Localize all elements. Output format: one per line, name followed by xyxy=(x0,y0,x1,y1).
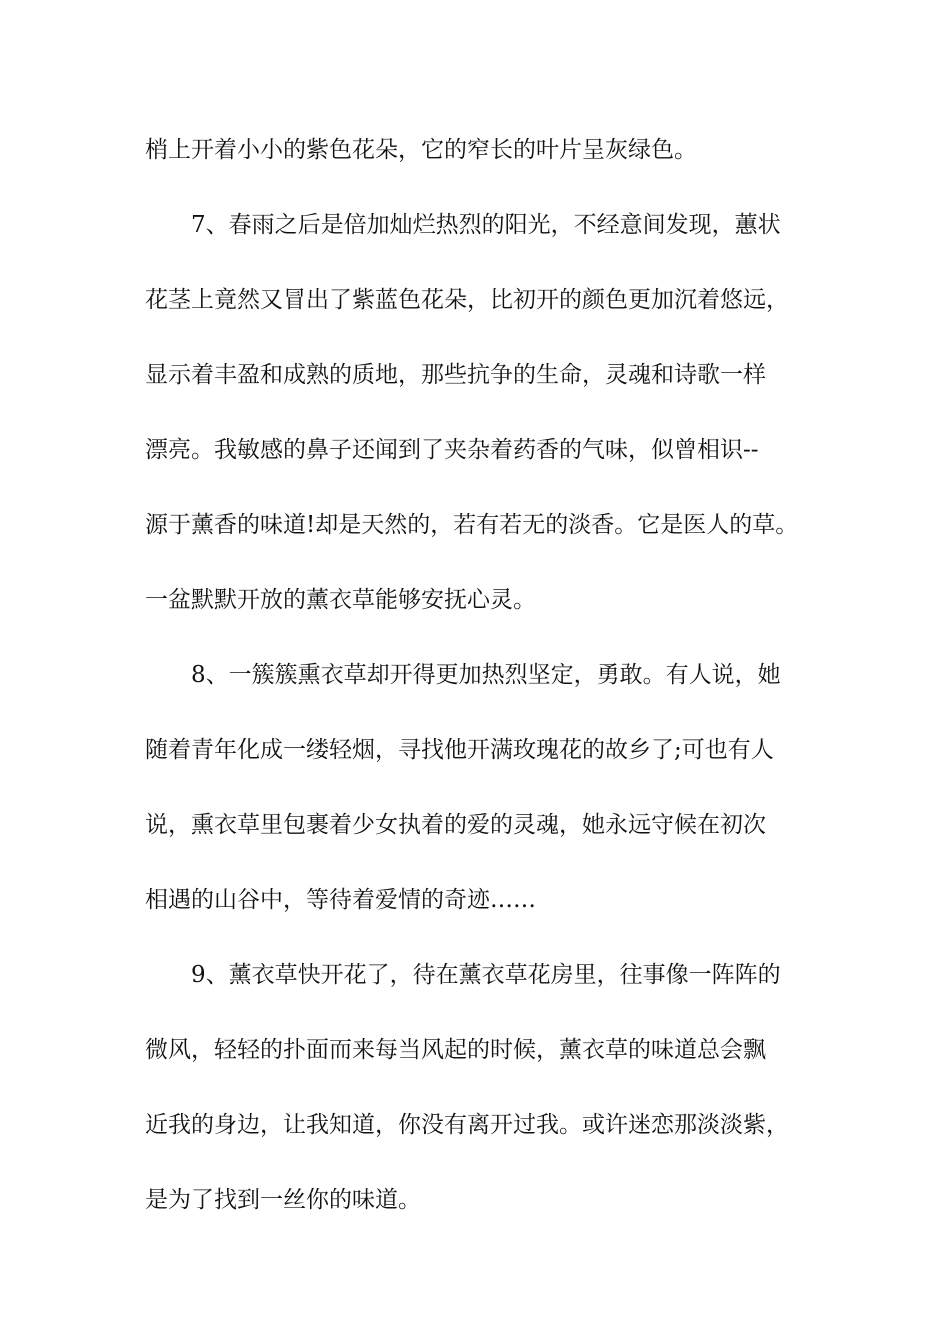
text-line: 梢上开着小小的紫色花朵，它的窄长的叶片呈灰绿色。 xyxy=(145,137,697,163)
text-line: 是为了找到一丝你的味道。 xyxy=(145,1187,421,1213)
text-line: 花茎上竟然又冒出了紫蓝色花朵，比初开的颜色更加沉着悠远， xyxy=(145,287,789,313)
text-line: 源于薰香的味道!却是天然的，若有若无的淡香。它是医人的草。 xyxy=(145,512,799,538)
text-line: 微风，轻轻的扑面而来每当风起的时候，薰衣草的味道总会飘 xyxy=(145,1037,766,1063)
text-line: 一盆默默开放的薰衣草能够安抚心灵。 xyxy=(145,587,536,613)
text-line: 近我的身边，让我知道，你没有离开过我。或许迷恋那淡淡紫， xyxy=(145,1112,789,1138)
text-line: 说，熏衣草里包裹着少女执着的爱的灵魂，她永远守候在初次 xyxy=(145,812,766,838)
text-line: 相遇的山谷中，等待着爱情的奇迹…… xyxy=(145,887,536,913)
paragraph-7-start: 7、春雨之后是倍加灿烂热烈的阳光，不经意间发现，蕙状 xyxy=(191,212,781,238)
text-line: 随着青年化成一缕轻烟，寻找他开满玫瑰花的故乡了;可也有人 xyxy=(145,737,774,763)
paragraph-8-start: 8、一簇簇熏衣草却开得更加热烈坚定，勇敢。有人说，她 xyxy=(191,662,781,688)
text-line: 漂亮。我敏感的鼻子还闻到了夹杂着药香的气味，似曾相识-- xyxy=(145,437,759,463)
text-line: 显示着丰盈和成熟的质地，那些抗争的生命，灵魂和诗歌一样 xyxy=(145,362,766,388)
paragraph-9-start: 9、薰衣草快开花了，待在薰衣草花房里，往事像一阵阵的 xyxy=(191,962,781,988)
